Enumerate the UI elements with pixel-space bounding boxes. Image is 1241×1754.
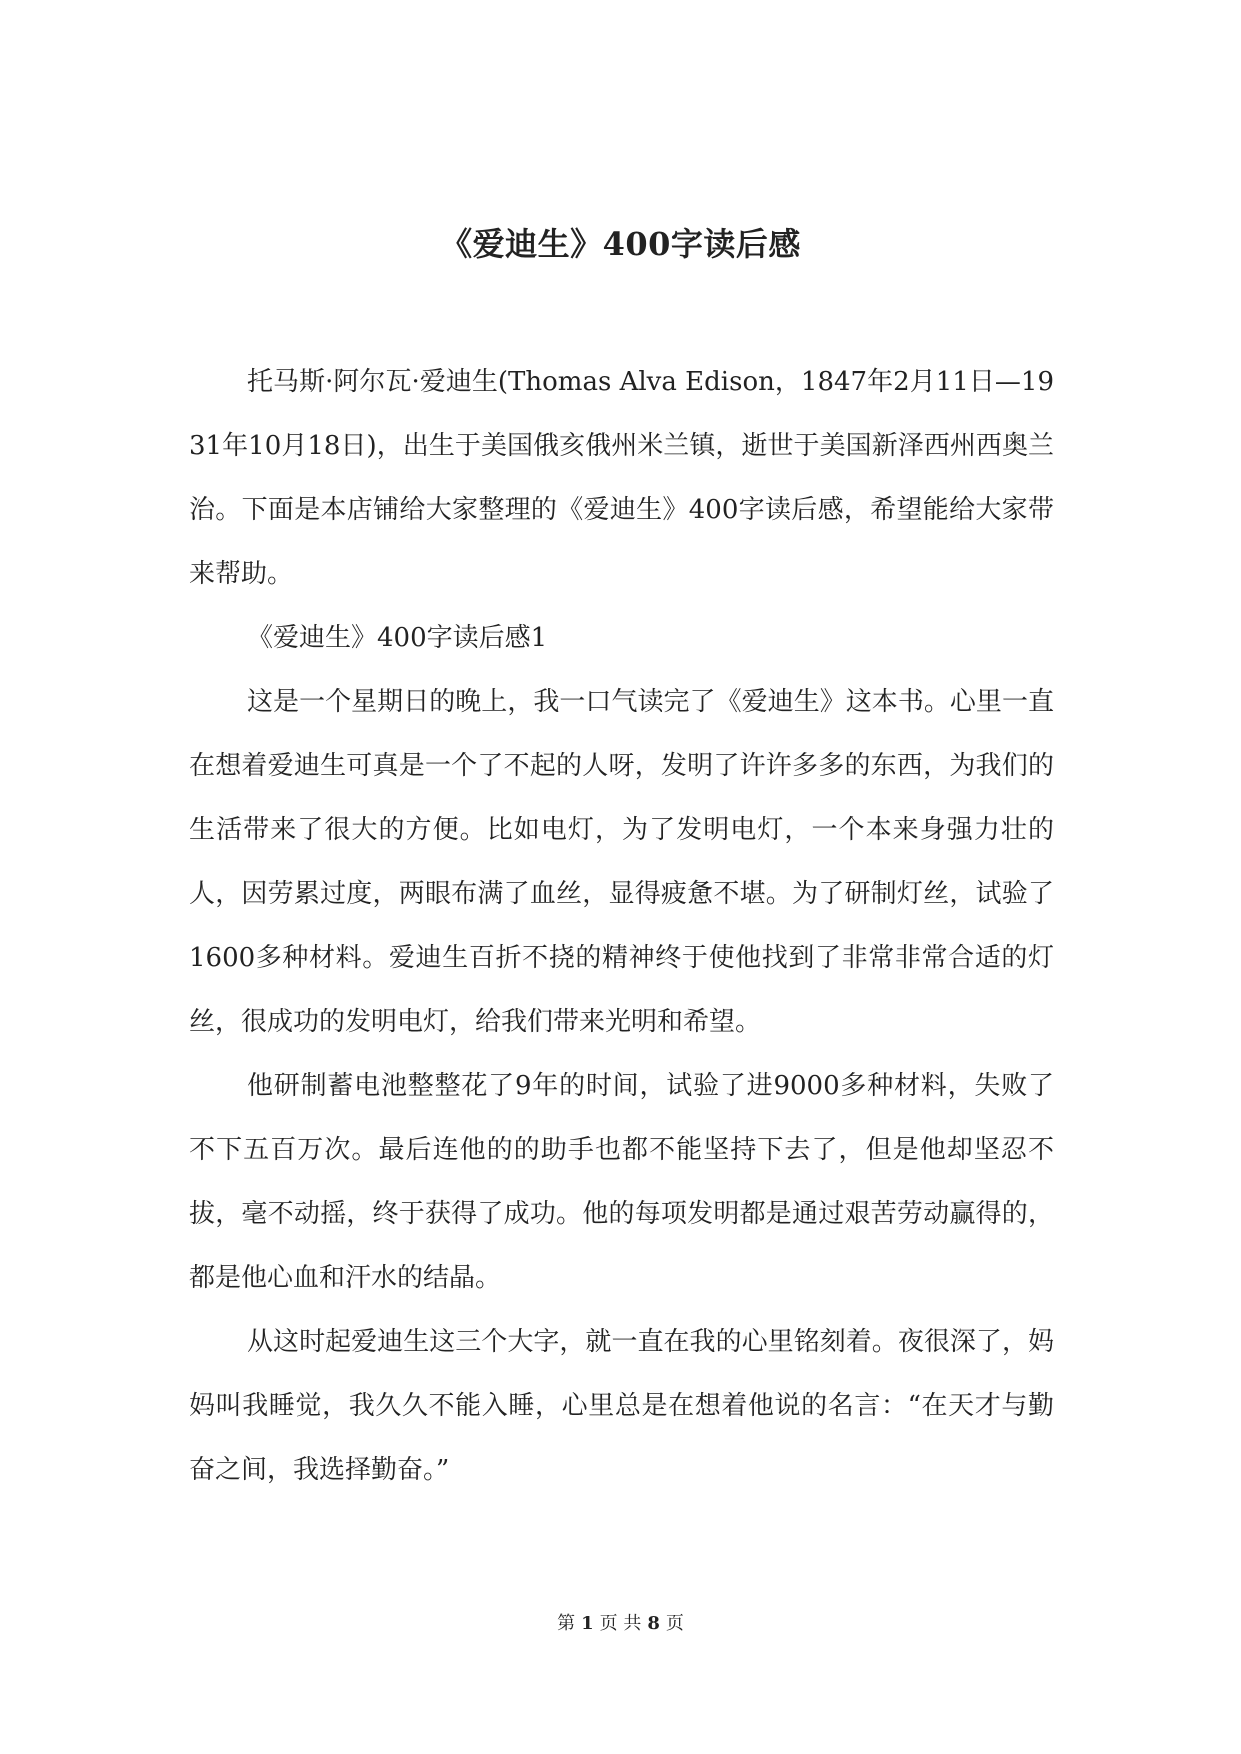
total-page-number: 8 [647,1613,660,1634]
document-body [189,350,1054,1502]
page-footer [0,1612,1241,1636]
body-paragraph: 这是一个星期日的晚上，我一口气读完了《爱迪生》这本书。心里一直在想着爱迪生可真是一个了不起的人呀，发明了许许多多的东西，为我们的生活带来了很大的方便。比如电灯，为了发明电灯，一个本来身强力壮的人，因劳累过度，两眼布满了血丝，显得疲惫不堪。为了研制灯丝，试验了1600多种材料。爱迪生百折不挠的精神终于使他找到了非常非常合适的灯丝，很成功的发明电灯，给我们带来光明和希望。 [189,687,1054,1037]
footer-middle: 页 共 [599,1613,642,1634]
footer-prefix: 第 [557,1613,576,1634]
body-paragraph: 从这时起爱迪生这三个大字，就一直在我的心里铭刻着。夜很深了，妈妈叫我睡觉，我久久不能入睡，心里总是在想着他说的名言：“在天才与勤奋之间，我选择勤奋。” [189,1327,1054,1485]
section-heading: 《爱迪生》400字读后感1 [247,623,548,653]
intro-paragraph: 托马斯·阿尔瓦·爱迪生(Thomas Alva Edison，1847年2月11日—1931年10月18日)，出生于美国俄亥俄州米兰镇，逝世于美国新泽西州西奥兰治。下面是本店铺给大家整理的《爱迪生》400字读后感，希望能给大家带来帮助。 [189,367,1054,589]
body-paragraph: 他研制蓄电池整整花了9年的时间，试验了进9000多种材料，失败了不下五百万次。最后连他的的助手也都不能坚持下去了，但是他却坚忍不拔，毫不动摇，终于获得了成功。他的每项发明都是通过艰苦劳动赢得的，都是他心血和汗水的结晶。 [189,1071,1054,1293]
footer-suffix: 页 [665,1613,684,1634]
current-page-number: 1 [581,1613,594,1634]
document-title: 《爱迪生》400字读后感 [440,225,801,263]
